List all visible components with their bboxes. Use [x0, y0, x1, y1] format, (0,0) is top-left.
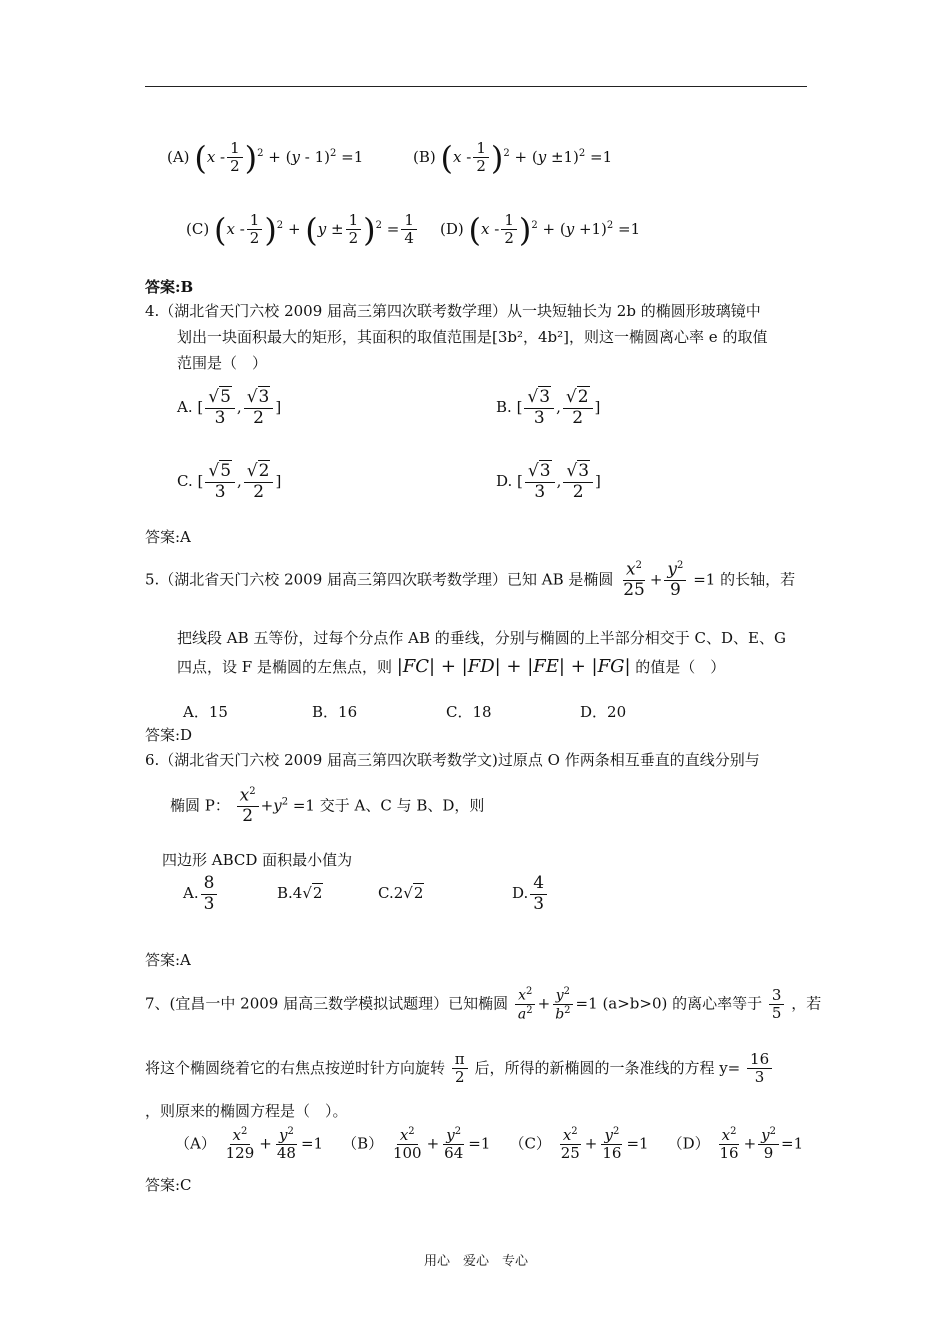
- q4-option-c: C. [ $\frac{√5}{3}$ , $\frac{√2}{2}$ ]: [177, 461, 282, 502]
- q5-option-d: D．20: [580, 703, 627, 721]
- q4-line3: 范围是（ ）: [177, 354, 268, 372]
- q6-line2: 椭圆 P： $\frac{x^2}{2}$ $+y^2 =1$ 交于 A、C 与 B、D，则: [170, 785, 485, 827]
- q5-line2: 把线段 AB 五等份，过每个分点作 AB 的垂线，分别与椭圆的上半部分相交于 C、D、E、G: [177, 629, 786, 647]
- q7-line1: 7、(宜昌一中 2009 届高三数学模拟试题理）已知椭圆 $\frac{x^2}{a^2}$ + $\frac{y^2}{b^2}$ =1 (a>b>0) 的离心率等于 $\frac{3}{5}$ ，若: [145, 985, 822, 1023]
- q4-option-d: D. [ $\frac{√3}{3}$ , $\frac{√3}{2}$ ]: [496, 461, 601, 502]
- q6-option-d: D. $\frac{4}{3}$: [512, 874, 549, 914]
- q4-line2: 划出一块面积最大的矩形，其面积的取值范围是[3b²，4b²]，则这一椭圆离心率 e 的取值: [177, 328, 768, 346]
- q7-answer: 答案:C: [145, 1176, 192, 1194]
- q7-option-b: （B）: [342, 1134, 384, 1153]
- q6-line3: 四边形 ABCD 面积最小值为: [162, 851, 353, 869]
- q5-line1: 5.（湖北省天门六校 2009 届高三第四次联考数学理）已知 AB 是椭圆 $\frac{x^2}{25}$ + $\frac{y^2}{9}$ =1 的长轴，若: [145, 559, 796, 601]
- q3-option-d: (D) (x - $\frac{1}{2}$ )$^2 + (y +1)^2 =1$: [440, 210, 641, 249]
- q3-answer: 答案:B: [145, 278, 194, 296]
- q6-line1: 6.（湖北省天门六校 2009 届高三第四次联考数学文)过原点 O 作两条相互垂直的直线分别与: [145, 751, 760, 769]
- q7-options: （A） $\frac{x^2}{129}$ + $\frac{y^2}{48}$ =1 （B） $\frac{x^2}{100}$ + $\frac{y^2}{64}$ =1 （C） $\frac{x^2}{25}$ + $\frac{y^2}{16}$ =1 （D） $\frac{x^2}{16}$ + $\frac{y^2}{9}$ =1: [175, 1126, 804, 1163]
- q6-option-b: B.4√2: [277, 884, 323, 902]
- q5-option-c: C．18: [446, 703, 492, 721]
- q3-option-a: (A) (x - $\frac{1}{2}$ )$^2$ + (y - 1)$^2$ =1: [167, 138, 364, 177]
- page-footer: 用心 爱心 专心: [424, 1254, 529, 1269]
- q7-option-d: （D）: [667, 1134, 710, 1153]
- q3-option-b: (B) (x - $\frac{1}{2}$ )$^2 + (y \pm 1)^2 =1$: [413, 138, 613, 177]
- option-label: (B): [413, 147, 436, 166]
- q4-option-b: B. [ $\frac{√3}{3}$ , $\frac{√2}{2}$ ]: [496, 387, 601, 428]
- q7-option-a: （A）: [175, 1134, 216, 1153]
- option-label: (D): [440, 219, 464, 238]
- q6-option-c: C.2√2: [378, 884, 424, 902]
- q5-option-b: B．16: [312, 703, 358, 721]
- q4-answer: 答案:A: [145, 528, 191, 546]
- q7-line3: ，则原来的椭圆方程是（ ）。: [145, 1102, 348, 1120]
- q5-line3: 四点，设 F 是椭圆的左焦点，则 |FC| + |FD| + |FE| + |FG| 的值是（ ）: [177, 656, 726, 677]
- q6-option-a: A. $\frac{8}{3}$: [183, 874, 219, 914]
- q4-option-a: A. [ $\frac{√5}{3}$ , $\frac{√3}{2}$ ]: [177, 387, 282, 428]
- q7-line2: 将这个椭圆绕着它的右焦点按逆时针方向旋转 $\frac{\pi}{2}$ 后，所得的新椭圆的一条准线的方程 y= $\frac{16}{3}$: [145, 1051, 774, 1087]
- q4-line1: 4.（湖北省天门六校 2009 届高三第四次联考数学理）从一块短轴长为 2b 的椭圆形玻璃镜中: [145, 302, 761, 320]
- q7-option-c: （C）: [509, 1134, 551, 1153]
- option-label: (A): [167, 147, 190, 166]
- q6-answer: 答案:A: [145, 951, 191, 969]
- q5-answer: 答案:D: [145, 726, 193, 744]
- q5-option-a: A．15: [183, 703, 228, 721]
- header-rule: [145, 86, 807, 87]
- q3-option-c: (C) (x - $\frac{1}{2}$ )$^2$ + (y ± $\frac{1}{2}$ )$^2$ = $\frac{1}{4}$: [186, 212, 419, 248]
- option-label: (C): [186, 219, 210, 238]
